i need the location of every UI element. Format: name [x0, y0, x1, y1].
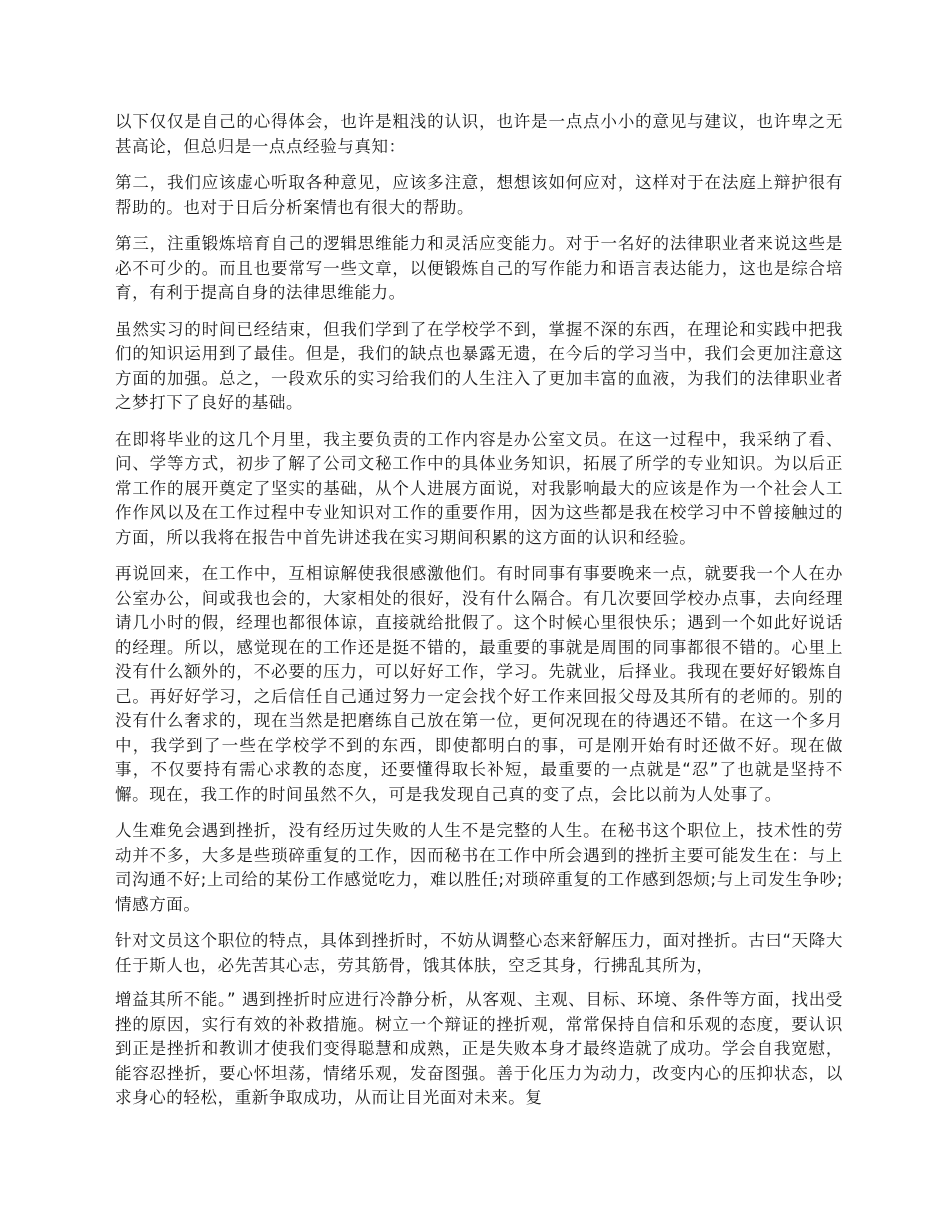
- paragraph: 针对文员这个职位的特点，具体到挫折时，不妨从调整心态来舒解压力，面对挫折。古曰“天降大任于斯人也，必先苦其心志，劳其筋骨，饿其体肤，空乏其身，行拂乱其所为，: [115, 931, 843, 975]
- paragraph: 增益其所不能。” 遇到挫折时应进行冷静分析，从客观、主观、目标、环境、条件等方面，找出受挫的原因，实行有效的补救措施。树立一个辩证的挫折观，常常保持自信和乐观的态度，要认识到正是挫折和教训才使我们变得聪慧和成熟，正是失败本身才最终造就了成功。学会自我宽慰，能容忍挫折，要心怀坦荡，情绪乐观，发奋图强。善于化压力为动力，改变内心的压抑状态，以求身心的轻松，重新争取成功，从而让目光面对未来。复: [115, 990, 843, 1107]
- paragraph: 再说回来，在工作中，互相谅解使我很感激他们。有时同事有事要晚来一点，就要我一个人在办公室办公，间或我也会的，大家相处的很好，没有什么隔合。有几次要回学校办点事，去向经理请几小时的假，经理也都很体谅，直接就给批假了。这个时候心里很快乐；遇到一个如此好说话的经理。所以，感觉现在的工作还是挺不错的，最重要的事就是周围的同事都很不错的。心里上没有什么额外的，不必要的压力，可以好好工作，学习。先就业，后择业。我现在要好好锻炼自己。再好好学习，之后信任自己通过努力一定会找个好工作来回报父母及其所有的老师的。别的没有什么奢求的，现在当然是把磨练自己放在第一位，更何况现在的待遇还不错。在这一个多月中，我学到了一些在学校学不到的东西，即使都明白的事，可是刚开始有时还做不好。现在做事，不仅要持有需心求教的态度，还要懂得取长补短，最重要的一点就是“忍”了也就是坚持不懈。现在，我工作的时间虽然不久，可是我发现自己真的变了点，会比以前为人处事了。: [115, 564, 843, 804]
- document-body: [115, 110, 843, 1123]
- paragraph: 第二，我们应该虚心听取各种意见，应该多注意，想想该如何应对，这样对于在法庭上辩护很有帮助的。也对于日后分析案情也有很大的帮助。: [115, 173, 843, 217]
- paragraph: 在即将毕业的这几个月里，我主要负责的工作内容是办公室文员。在这一过程中，我采纳了看、问、学等方式，初步了解了公司文秘工作中的具体业务知识，拓展了所学的专业知识。为以后正常工作的展开奠定了坚实的基础，从个人进展方面说，对我影响最大的应该是作为一个社会人工作作风以及在工作过程中专业知识对工作的重要作用，因为这些都是我在校学习中不曾接触过的方面，所以我将在报告中首先讲述我在实习期间积累的这方面的认识和经验。: [115, 429, 843, 547]
- paragraph: 第三，注重锻炼培育自己的逻辑思维能力和灵活应变能力。对于一名好的法律职业者来说这些是必不可少的。而且也要常写一些文章，以便锻炼自己的写作能力和语言表达能力，这也是综合培育，有利于提高自身的法律思维能力。: [115, 234, 843, 302]
- paragraph: 人生难免会遇到挫折，没有经历过失败的人生不是完整的人生。在秘书这个职位上，技术性的劳动并不多，大多是些琐碎重复的工作，因而秘书在工作中所会遇到的挫折主要可能发生在：与上司沟通不好;上司给的某份工作感觉吃力，难以胜任;对琐碎重复的工作感到怨烦;与上司发生争吵;情感方面。: [115, 821, 843, 914]
- paragraph: 以下仅仅是自己的心得体会，也许是粗浅的认识，也许是一点点小小的意见与建议，也许卑之无甚高论，但总归是一点点经验与真知：: [115, 112, 843, 156]
- paragraph: 虽然实习的时间已经结束，但我们学到了在学校学不到，掌握不深的东西，在理论和实践中把我们的知识运用到了最佳。但是，我们的缺点也暴露无遗，在今后的学习当中，我们会更加注意这方面的加强。总之，一段欢乐的实习给我们的人生注入了更加丰富的血液，为我们的法律职业者之梦打下了良好的基础。: [115, 319, 843, 412]
